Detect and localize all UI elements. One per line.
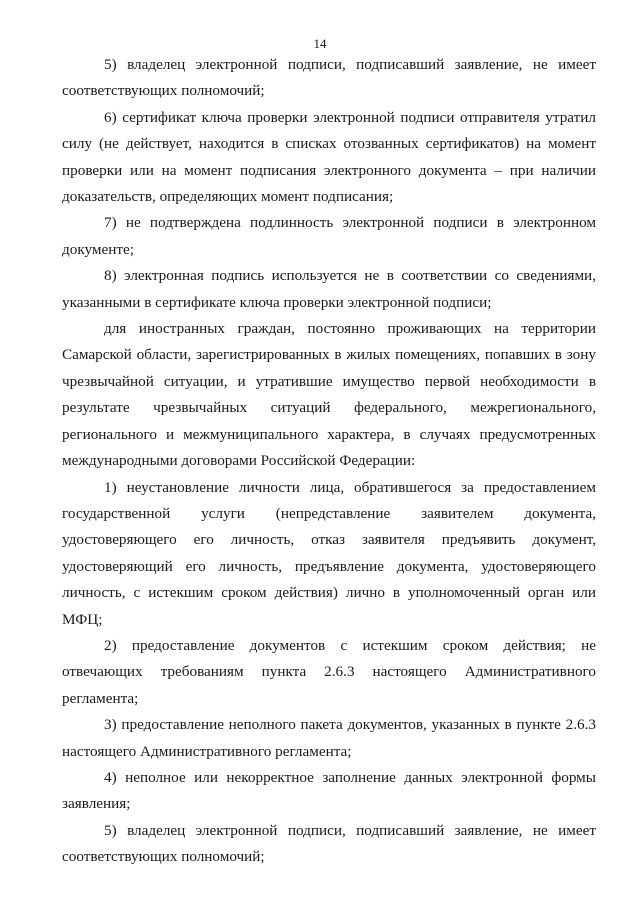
paragraph-item-7-signature-not-verified: 7) не подтверждена подлинность электронной подписи в электронном документе; (62, 214, 596, 258)
paragraph-item-8-signature-mismatch: 8) электронная подпись используется не в соответствии со сведениями, указанными в сертификате ключа проверки электронной подписи; (62, 267, 596, 311)
paragraph-item-2-expired-documents: 2) предоставление документов с истекшим сроком действия; не отвечающих требованиям пункта 2.6.3 настоящего Административного регламента; (62, 636, 596, 707)
paragraph-item-5-owner-authority-repeat: 5) владелец электронной подписи, подписавший заявление, не имеет соответствующих полномочий; (62, 821, 596, 866)
page-number: 14 (313, 36, 327, 51)
paragraph-item-6-certificate-invalid: 6) сертификат ключа проверки электронной подписи отправителя утратил силу (не действует, находится в списках отозванных сертификатов) на момент проверки или на момент подписания электронного документа – при наличии доказательств, определяющих момент подписания; (62, 108, 596, 206)
paragraph-item-5-owner-authority: 5) владелец электронной подписи, подписавший заявление, не имеет соответствующих полномочий; (62, 56, 596, 100)
paragraph-item-3-incomplete-package: 3) предоставление неполного пакета документов, указанных в пункте 2.6.3 настоящего Административного регламента; (62, 716, 596, 760)
paragraph-foreign-citizens-intro: для иностранных граждан, постоянно проживающих на территории Самарской области, зарегистрированных в жилых помещениях, попавших в зону чрезвычайной ситуации, и утратившие имущество первой необходимости в результате чрезвычайных ситуаций федерального, межрегионального, регионального и межмуниципального характера, в случаях предусмотренных международными договорами Российской Федерации: (62, 320, 596, 470)
paragraph-item-1-identity-not-established: 1) неустановление личности лица, обратившегося за предоставлением государственной услуги (непредставление заявителем документа, удостоверяющего его личность, отказ заявителя предъявить документ, удостоверяющий его личность, предъявление документа, удостоверяющего личность, с истекшим сроком действия) лично в уполномоченный орган или МФЦ; (62, 478, 596, 628)
paragraph-item-4-incorrect-form: 4) неполное или некорректное заполнение данных электронной формы заявления; (62, 768, 596, 813)
document-body (62, 52, 596, 871)
